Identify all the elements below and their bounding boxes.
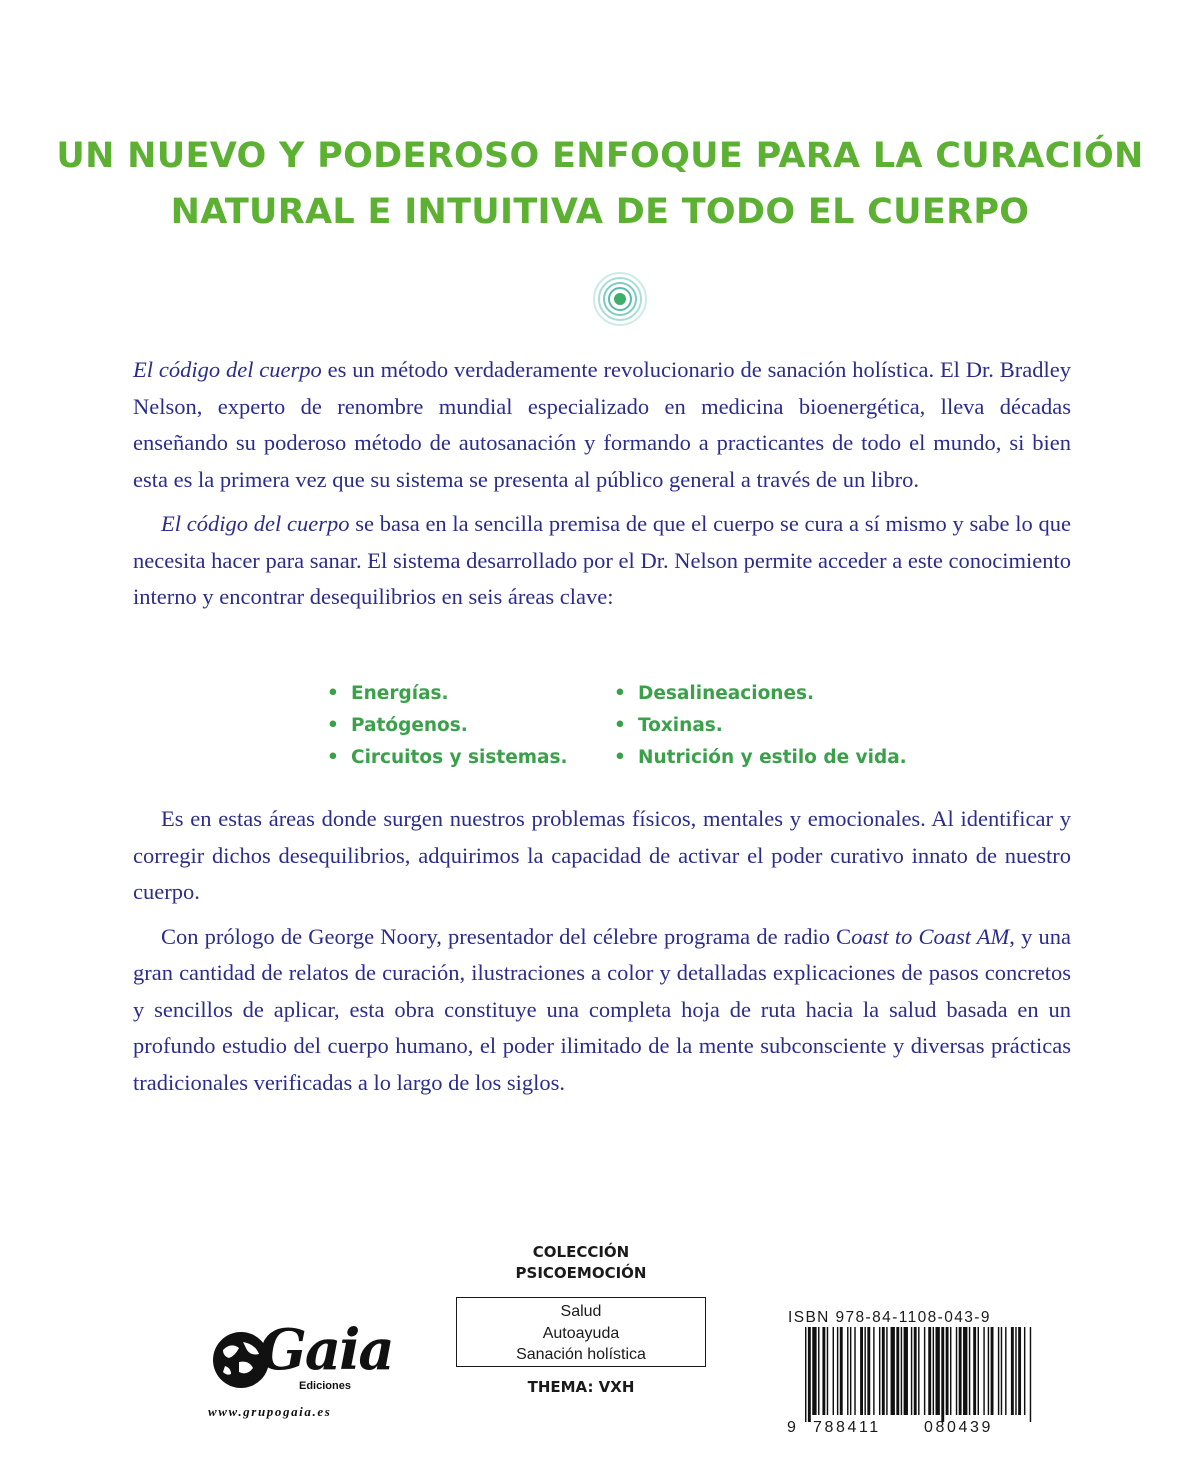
- thema-code: THEMA: VXH: [527, 1378, 635, 1396]
- bullet: •: [614, 683, 626, 704]
- collection-line-2: PSICOEMOCIÓN: [515, 1264, 647, 1282]
- barcode-bar: [805, 1327, 806, 1422]
- barcode-bar: [1005, 1327, 1006, 1415]
- bullet: •: [614, 715, 626, 736]
- bullet: •: [327, 683, 339, 704]
- list-item-label: Circuitos y sistemas.: [351, 747, 568, 768]
- barcode-bar: [928, 1327, 931, 1415]
- barcode-bar: [963, 1327, 967, 1415]
- barcode-bar: [812, 1327, 816, 1415]
- paragraph-4: [133, 919, 1071, 1102]
- barcode-bar: [837, 1327, 838, 1415]
- barcode-bar: [991, 1327, 994, 1415]
- barcode-bar: [873, 1327, 874, 1415]
- list-item: [327, 710, 568, 742]
- radio-program-title: oast to Coast AM: [851, 923, 1010, 949]
- barcode-bar: [896, 1327, 899, 1415]
- barcode-bar: [933, 1327, 934, 1415]
- headline-line-2: NATURAL E INTUITIVA DE TODO EL CUERPO: [170, 192, 1030, 232]
- publisher-name: Gaia: [259, 1317, 393, 1383]
- barcode-bar: [1001, 1327, 1002, 1415]
- barcode-bar: [924, 1327, 925, 1415]
- list-item: [614, 710, 907, 742]
- barcode-bar: [818, 1327, 819, 1415]
- barcode-digits-left: 788411: [813, 1419, 881, 1436]
- barcode-bar: [1030, 1327, 1031, 1422]
- subject-item: Sanación holística: [516, 1346, 646, 1363]
- barcode-digit-lead: 9: [787, 1419, 796, 1436]
- paragraph-2: [133, 506, 1071, 616]
- barcode-bar: [882, 1327, 885, 1415]
- list-item-label: Energías.: [351, 683, 449, 704]
- barcode-bar: [864, 1327, 865, 1415]
- barcode-bar: [901, 1327, 902, 1415]
- barcode-bar: [998, 1327, 999, 1415]
- barcode-bar: [1015, 1327, 1016, 1415]
- publisher-sub: Ediciones: [299, 1380, 351, 1392]
- barcode-bar: [886, 1327, 887, 1415]
- barcode-bar: [950, 1327, 951, 1415]
- list-item: [614, 742, 907, 774]
- barcode-bar: [988, 1327, 989, 1415]
- key-areas-right-column: [614, 678, 907, 774]
- barcode-bar: [983, 1327, 984, 1415]
- barcode-bar: [918, 1327, 919, 1415]
- list-item: [614, 678, 907, 710]
- barcode-bar: [1018, 1327, 1021, 1415]
- headline-line-1: UN NUEVO Y PODEROSO ENFOQUE PARA LA CURACIÓN: [56, 136, 1144, 176]
- barcode-bar: [833, 1327, 834, 1415]
- publisher-logo: [205, 1317, 393, 1428]
- barcode-bar: [854, 1327, 855, 1415]
- book-title: El código del cuerpo: [161, 511, 350, 536]
- barcode-bar: [827, 1327, 828, 1415]
- paragraph-4-text-cont: , y una gran cantidad de relatos de curación, ilustraciones a color y detalladas explicaciones de pasos concretos y sencillos de aplicar, esta obra constituye una completa hoja de ruta hacia la salud basada en un profundo estudio del cuerpo humano, el poder ilimitado de la mente subconsciente y diversas prácticas tradicionales verificadas a lo largo de los siglos.: [133, 923, 1071, 1095]
- barcode-bar: [840, 1327, 843, 1415]
- barcode: [803, 1327, 1033, 1422]
- barcode-bar: [879, 1327, 880, 1415]
- bullet: •: [614, 747, 626, 768]
- collection-line-1: COLECCIÓN: [532, 1243, 630, 1261]
- barcode-bar: [969, 1327, 970, 1415]
- barcode-bar: [1011, 1327, 1014, 1415]
- list-item-label: Toxinas.: [638, 715, 723, 736]
- list-item: [327, 742, 568, 774]
- barcode-bar: [959, 1327, 962, 1415]
- isbn: ISBN 978-84-1108-043-9: [788, 1309, 991, 1326]
- list-item-label: Desalineaciones.: [638, 683, 815, 704]
- headline: [0, 128, 1200, 240]
- paragraph-3: Es en estas áreas donde surgen nuestros problemas físicos, mentales y emocionales. Al identificar y corregir dichos desequilibrios, adquirimos la capacidad de activar el poder curativo innato de nuestro cuerpo.: [133, 806, 1071, 904]
- publisher-url: www.grupogaia.es: [208, 1404, 332, 1419]
- barcode-bar: [891, 1327, 895, 1415]
- barcode-bar: [973, 1327, 976, 1415]
- list-item: [327, 678, 568, 710]
- barcode-bar: [1024, 1327, 1025, 1415]
- barcode-bar: [956, 1327, 957, 1415]
- bullet: •: [327, 715, 339, 736]
- paragraph-2-text: se basa en la sencilla premisa de que el cuerpo se cura a sí mismo y sabe lo que necesita hacer para sanar. El sistema desarrollado por el Dr. Nelson permite acceder a este conocimiento interno y encontrar desequilibrios en seis áreas clave:: [133, 511, 1072, 609]
- barcode-bar: [822, 1327, 825, 1415]
- paragraph-1-text: es un método verdaderamente revolucionario de sanación holística. El Dr. Bradley Nelson, experto de renombre mundial especializado en medicina bioenergética, lleva décadas enseñando su poderoso método de autosanación y formando a practicantes de todo el mundo, si bien esta es la primera vez que su sistema se presenta al público general a través de un libro.: [133, 357, 1072, 492]
- book-title: El código del cuerpo: [133, 357, 322, 382]
- barcode-bar: [941, 1327, 944, 1422]
- list-item-label: Patógenos.: [351, 715, 468, 736]
- concentric-circles-icon: [590, 269, 650, 329]
- barcode-bar: [904, 1327, 908, 1415]
- barcode-bar: [860, 1327, 863, 1415]
- subject-item: Salud: [560, 1303, 602, 1320]
- barcode-bar: [850, 1327, 851, 1415]
- key-areas-left-column: [327, 678, 568, 774]
- subject-item: Autoayuda: [542, 1324, 620, 1342]
- barcode-bar: [867, 1327, 870, 1415]
- subjects-box: [456, 1297, 706, 1367]
- description-top: [133, 352, 1071, 616]
- barcode-bar: [911, 1327, 912, 1415]
- list-item-label: Nutrición y estilo de vida.: [638, 747, 907, 768]
- barcode-bar: [914, 1327, 917, 1415]
- barcode-bar: [978, 1327, 979, 1415]
- barcode-bar: [847, 1327, 848, 1415]
- barcode-digits-right: 080439: [924, 1419, 993, 1436]
- bullet: •: [327, 747, 339, 768]
- barcode-bar: [808, 1327, 811, 1422]
- collection-label: [455, 1242, 707, 1284]
- barcode-bar: [946, 1327, 949, 1415]
- description-bottom: [133, 801, 1071, 1101]
- barcode-bar: [936, 1327, 940, 1415]
- paragraph-4-text: Con prólogo de George Noory, presentador del célebre programa de radio C: [161, 923, 852, 949]
- paragraph-1: [133, 352, 1071, 498]
